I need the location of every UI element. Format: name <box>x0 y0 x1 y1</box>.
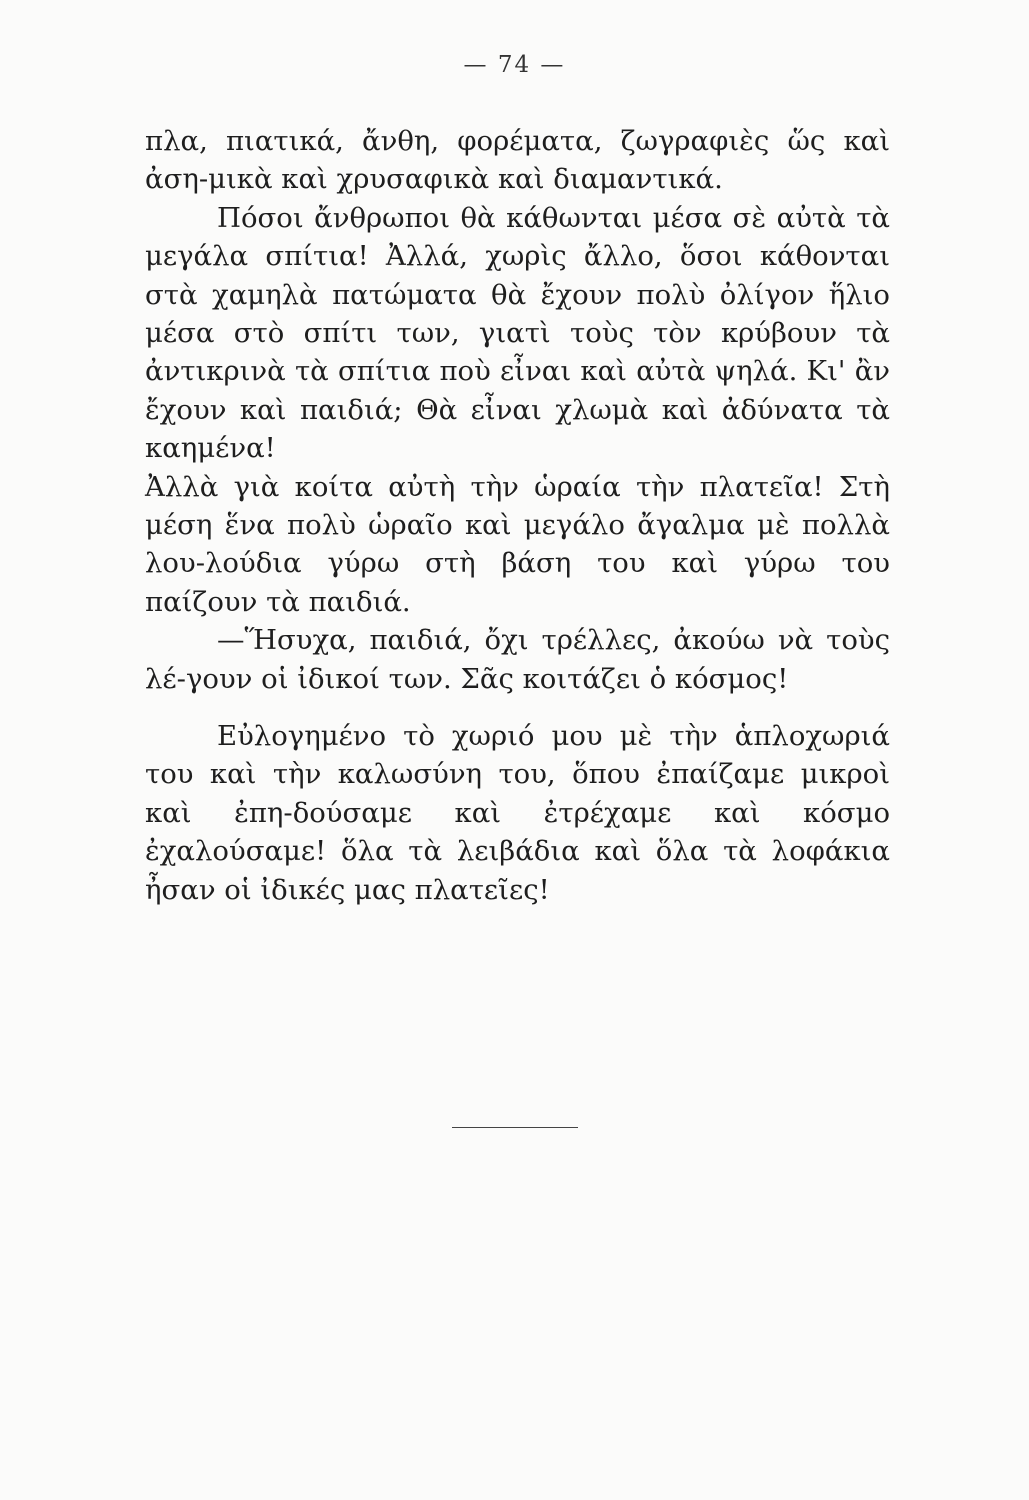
paragraph: Ἀλλὰ γιὰ κοίτα αὐτὴ τὴν ὡραία τὴν πλατεῖα! Στὴ μέση ἕνα πολὺ ὡραῖο καὶ μεγάλο ἄγαλμα μὲ πολλὰ λου-λούδια γύρω στὴ βάση του καὶ γύρω του παίζουν τὰ παιδιά. <box>145 470 890 618</box>
paragraph: Πόσοι ἄνθρωποι θὰ κάθωνται μέσα σὲ αὐτὰ τὰ μεγάλα σπίτια! Ἀλλά, χωρὶς ἄλλο, ὅσοι κάθονται στὰ χαμηλὰ πατώματα θὰ ἔχουν πολὺ ὀλίγον ἥλιο μέσα στὸ σπίτι των, γιατὶ τοὺς τὸν κρύβουν τὰ ἀντικρινὰ τὰ σπίτια ποὺ εἶναι καὶ αὐτὰ ψηλά. Κι' ἂν ἔχουν καὶ παιδιά; Θὰ εἶναι χλωμὰ καὶ ἀδύνατα τὰ καημένα! <box>145 201 890 465</box>
page-number: — 74 — <box>463 52 566 78</box>
text-block-2 <box>145 717 890 909</box>
paragraph: Εὐλογημένο τὸ χωριό μου μὲ τὴν ἁπλοχωριά του καὶ τὴν καλωσύνη του, ὅπου ἐπαίζαμε μικροὶ καὶ ἐπη-δούσαμε καὶ ἐτρέχαμε καὶ κόσμο ἐχαλούσαμε! ὅλα τὰ λειβάδια καὶ ὅλα τὰ λοφάκια ἦσαν οἱ ἰδικές μας πλατεῖες! <box>145 720 890 906</box>
section-separator <box>452 1127 578 1128</box>
paragraph: πλα, πιατικά, ἄνθη, φορέματα, ζωγραφιὲς ὥς καὶ ἀση-μικὰ καὶ χρυσαφικὰ καὶ διαμαντικά. <box>145 125 890 196</box>
text-block-1 <box>145 122 890 698</box>
paragraph: —Ἥσυχα, παιδιά, ὄχι τρέλλες, ἀκούω νὰ τοὺς λέ-γουν οἱ ἰδικοί των. Σᾶς κοιτάζει ὁ κόσμος! <box>145 624 890 695</box>
